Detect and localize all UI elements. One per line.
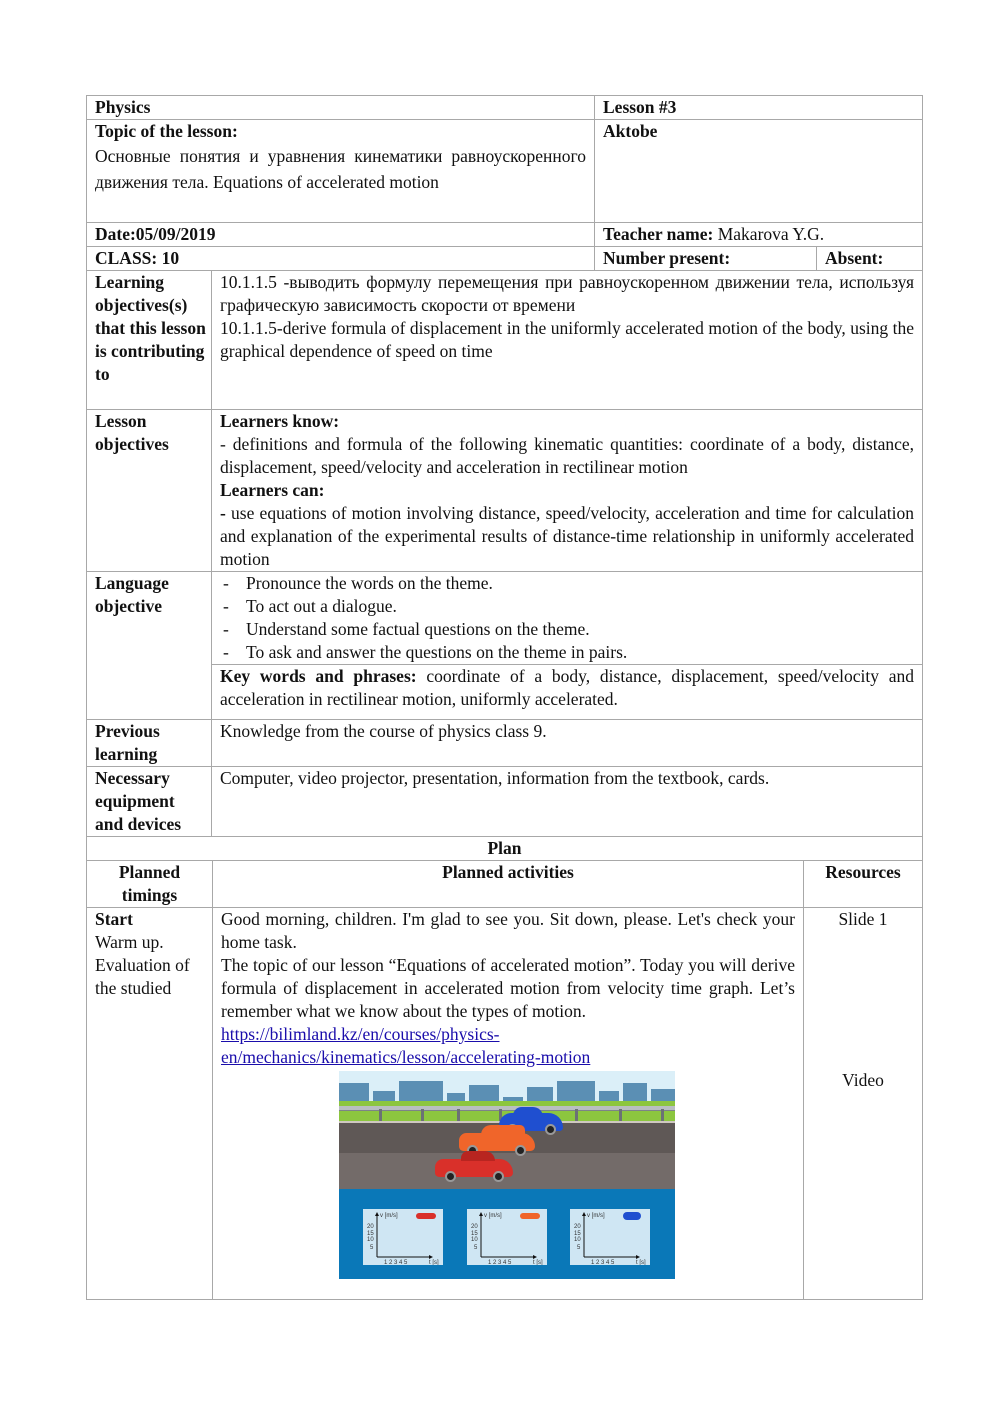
learners-can-dash: - [220,503,226,523]
red-car [435,1159,513,1177]
language-objective-item: - Understand some factual questions on the theme. [220,618,914,641]
velocity-graph-red [363,1209,443,1265]
svg-text:t [s]: t [s] [429,1260,439,1265]
resource-slide: Slide 1 [838,909,888,929]
teacher-name: Makarova Y.G. [713,224,825,244]
lesson-objectives-label: Lesson objectives [87,410,212,572]
equipment-text: Computer, video projector, presentation, information from the textbook, cards. [212,767,923,837]
svg-text:v [m/s]: v [m/s] [587,1213,605,1219]
start-activities-cell [213,908,804,1300]
subject-cell: Physics [87,96,595,120]
learning-objectives-cell [212,271,923,410]
svg-text:5: 5 [474,1245,478,1251]
lesson-plan-page [86,95,922,1300]
svg-text:15: 15 [471,1231,478,1237]
language-objective-list-cell [212,572,923,665]
svg-text:1 2 3 4 5: 1 2 3 4 5 [591,1260,615,1265]
location-cell: Aktobe [595,120,923,223]
resource-video: Video [842,1070,884,1090]
plan-col-resources: Resources [804,861,923,908]
number-present-cell: Number present: [595,247,817,271]
svg-text:t [s]: t [s] [636,1260,646,1265]
svg-text:10: 10 [574,1237,581,1243]
learners-know-text: - definitions and formula of the following kinematic quantities: coordinate of a body, distance, displacement, speed/velocity and acceleration in rectilinear motion [220,434,915,477]
svg-text:v [m/s]: v [m/s] [380,1213,398,1219]
video-link[interactable] [221,1024,590,1067]
teacher-cell [595,223,923,247]
topic-label: Topic of the lesson: [95,121,238,141]
language-objective-label: Language objective [87,572,212,720]
svg-text:5: 5 [577,1245,581,1251]
topic-intro-text: The topic of our lesson “Equations of accelerated motion”. Today you will derive formula of displacement in accelerated motion from velocity time graph. Let’s remember what we know about the types of motion. [221,955,795,1021]
velocity-graph-blue [570,1209,650,1265]
absent-cell: Absent: [817,247,923,271]
keywords-text: coordinate of a body, distance, displacement, speed/velocity and acceleration in rectilinear motion, uniformly accelerated. [220,666,915,709]
svg-text:1 2 3 4 5: 1 2 3 4 5 [488,1260,512,1265]
previous-learning-label: Previous learning [87,720,212,767]
language-objective-item: - To ask and answer the questions on the theme in pairs. [220,641,914,664]
svg-text:20: 20 [367,1224,374,1230]
plan-col-timings: Planned timings [87,861,213,908]
lesson-number-cell: Lesson #3 [595,96,923,120]
learners-can-body: use equations of motion involving distance, speed/velocity, acceleration and time for calculation and explanation of the experimental results of distance-time relationship in uniformly accelerated motion [220,503,915,569]
svg-text:15: 15 [574,1231,581,1237]
guard-rail [339,1106,675,1111]
start-stage-desc: Warm up. Evaluation of the studied [95,932,190,998]
plan-title: Plan [87,837,923,861]
svg-text:20: 20 [471,1224,478,1230]
svg-text:v [m/s]: v [m/s] [484,1213,502,1219]
start-timing-cell [87,908,213,1300]
teacher-label: Teacher name: [603,224,714,244]
language-objective-item: - Pronounce the words on the theme. [220,572,914,595]
learning-objective-ru: 10.1.1.5 -выводить формулу перемещения при равноускоренном движении тела, используя графическую зависимость скорости от времени [220,272,915,315]
language-objective-item: - To act out a dialogue. [220,595,914,618]
date-cell: Date:05/09/2019 [87,223,595,247]
start-resources-cell [804,908,923,1300]
keywords-cell [212,665,923,720]
video-link-line1: https://bilimland.kz/en/courses/physics- [221,1024,500,1044]
orange-car [459,1133,535,1151]
keywords-label: Key words and phrases: [220,666,417,686]
accelerating-cars-illustration [339,1071,675,1279]
plan-col-activities: Planned activities [213,861,804,908]
learning-objective-en: 10.1.1.5-derive formula of displacement in the uniformly accelerated motion of the body, using the graphical dependence of speed on time [220,318,915,361]
svg-text:1 2 3 4 5: 1 2 3 4 5 [384,1260,408,1265]
equipment-label: Necessary equipment and devices [87,767,212,837]
lesson-objectives-cell [212,410,923,572]
svg-text:t [s]: t [s] [533,1260,543,1265]
learners-know-label: Learners know: [220,411,340,431]
language-objective-list [220,572,914,664]
video-link-line2: en/mechanics/kinematics/lesson/accelerating-motion [221,1047,591,1067]
learning-objectives-label: Learning objectives(s) that this lesson is contributing to [87,271,212,410]
start-stage: Start [95,909,133,929]
plan-table [86,860,923,1300]
velocity-graph-orange [467,1209,547,1265]
svg-text:20: 20 [574,1224,581,1230]
svg-text:10: 10 [471,1237,478,1243]
previous-learning-text: Knowledge from the course of physics class 9. [212,720,923,767]
topic-text: Основные понятия и уравнения кинематики равноускоренного движения тела. Equations of accelerated motion [95,146,586,192]
lesson-plan-header-table [86,95,923,861]
svg-text:5: 5 [370,1245,374,1251]
class-cell: CLASS: 10 [87,247,595,271]
svg-text:10: 10 [367,1237,374,1243]
svg-text:15: 15 [367,1231,374,1237]
topic-cell [87,120,595,223]
learners-can-text [220,502,914,571]
greeting-text: Good morning, children. I'm glad to see you. Sit down, please. Let's check your home task. [221,909,795,952]
learners-can-label: Learners can: [220,480,325,500]
